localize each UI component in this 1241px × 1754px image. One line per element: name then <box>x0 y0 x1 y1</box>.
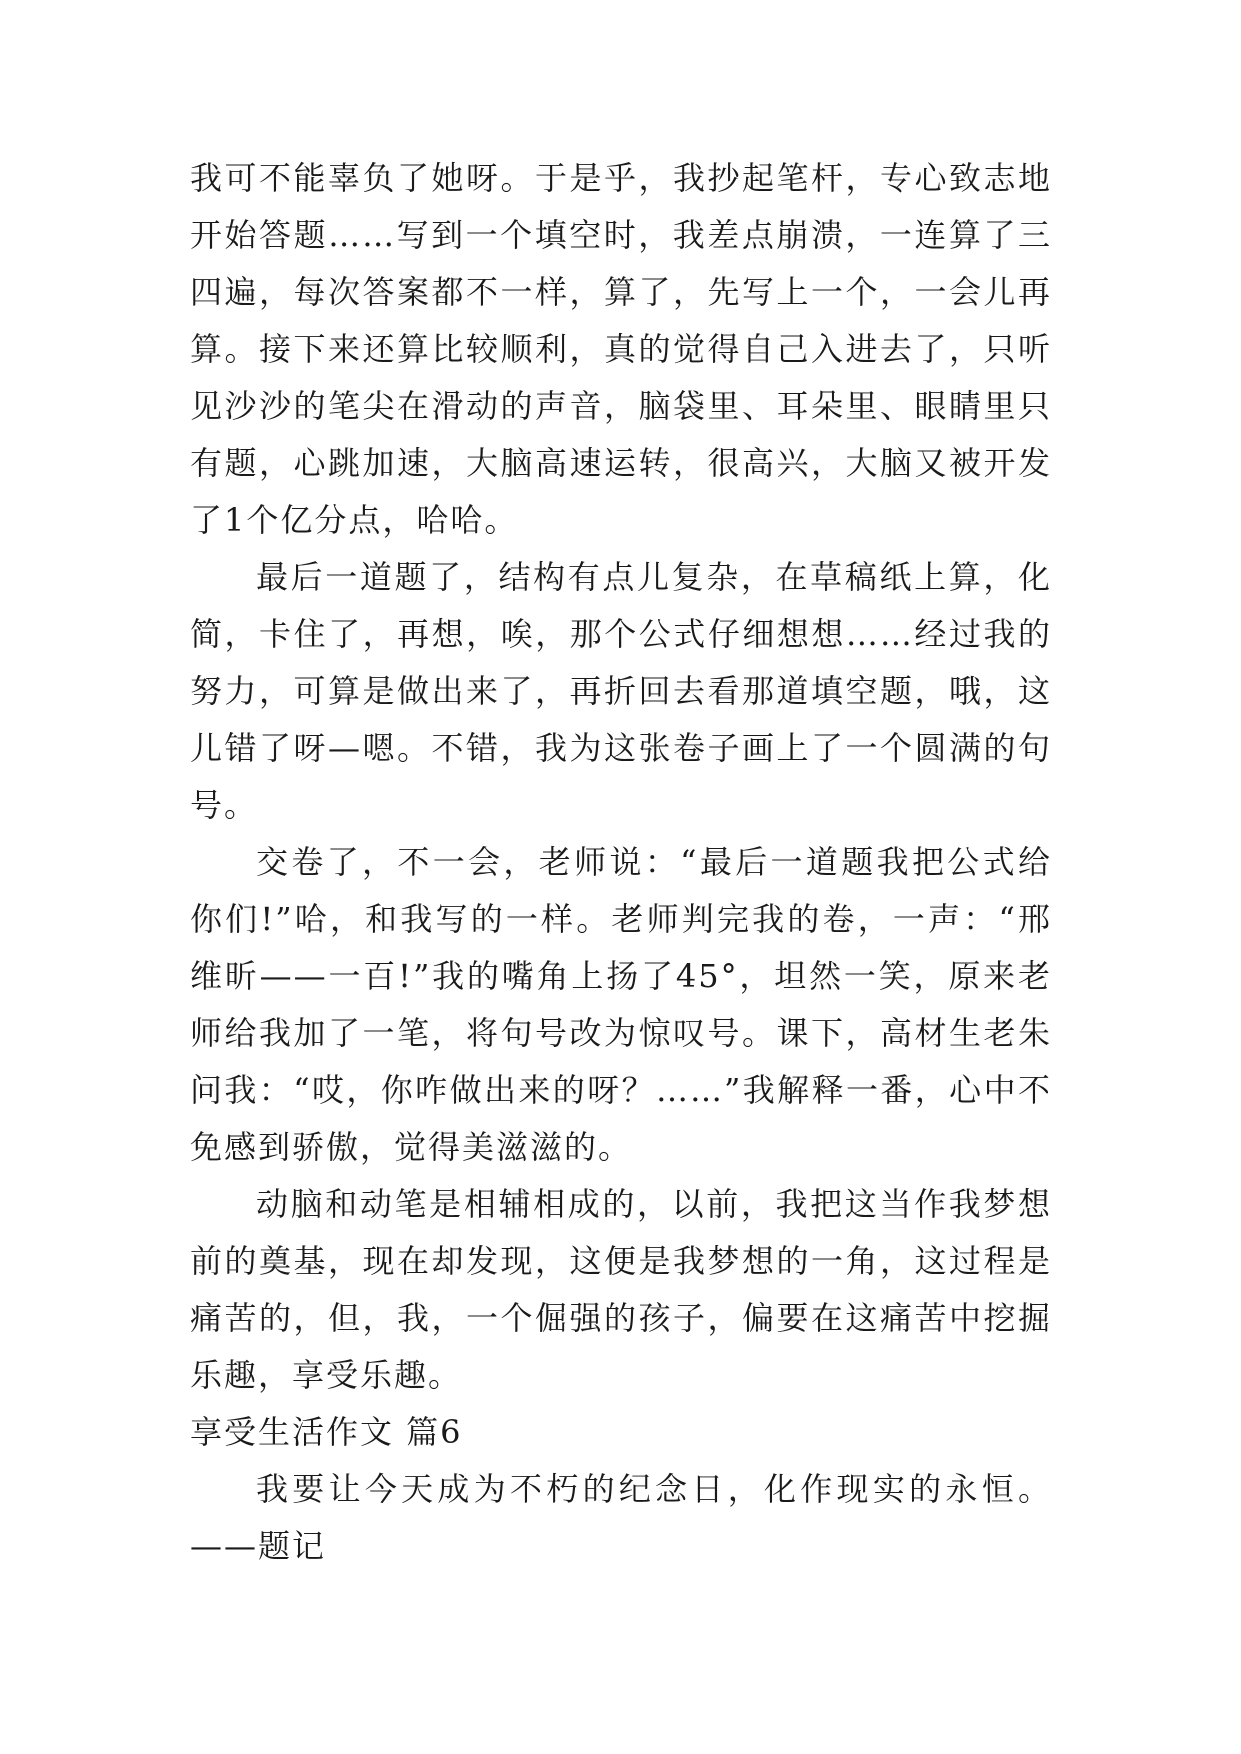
document-body <box>190 150 1052 1575</box>
paragraph-epigraph: 我要让今天成为不朽的纪念日，化作现实的永恒。——题记 <box>190 1470 1052 1565</box>
paragraph: 动脑和动笔是相辅相成的，以前，我把这当作我梦想前的奠基，现在却发现，这便是我梦想的一角，这过程是痛苦的，但，我，一个倔强的孩子，偏要在这痛苦中挖掘乐趣，享受乐趣。 <box>190 1185 1052 1394</box>
paragraph-continued: 我可不能辜负了她呀。于是乎，我抄起笔杆，专心致志地开始答题……写到一个填空时，我差点崩溃，一连算了三四遍，每次答案都不一样，算了，先写上一个，一会儿再算。接下来还算比较顺利，真的觉得自己入进去了，只听见沙沙的笔尖在滑动的声音，脑袋里、耳朵里、眼睛里只有题，心跳加速，大脑高速运转，很高兴，大脑又被开发了1个亿分点，哈哈。 <box>190 159 1052 539</box>
paragraph: 交卷了，不一会，老师说：“最后一道题我把公式给你们!”哈，和我写的一样。老师判完我的卷，一声：“邢维昕——一百!”我的嘴角上扬了45°，坦然一笑，原来老师给我加了一笔，将句号改为惊叹号。课下，高材生老朱问我：“哎，你咋做出来的呀？……”我解释一番，心中不免感到骄傲，觉得美滋滋的。 <box>190 843 1052 1166</box>
paragraph: 最后一道题了，结构有点儿复杂，在草稿纸上算，化简，卡住了，再想，唉，那个公式仔细想想……经过我的努力，可算是做出来了，再折回去看那道填空题，哦，这儿错了呀—嗯。不错，我为这张卷子画上了一个圆满的句号。 <box>190 558 1052 824</box>
section-heading: 享受生活作文 篇6 <box>190 1413 463 1451</box>
